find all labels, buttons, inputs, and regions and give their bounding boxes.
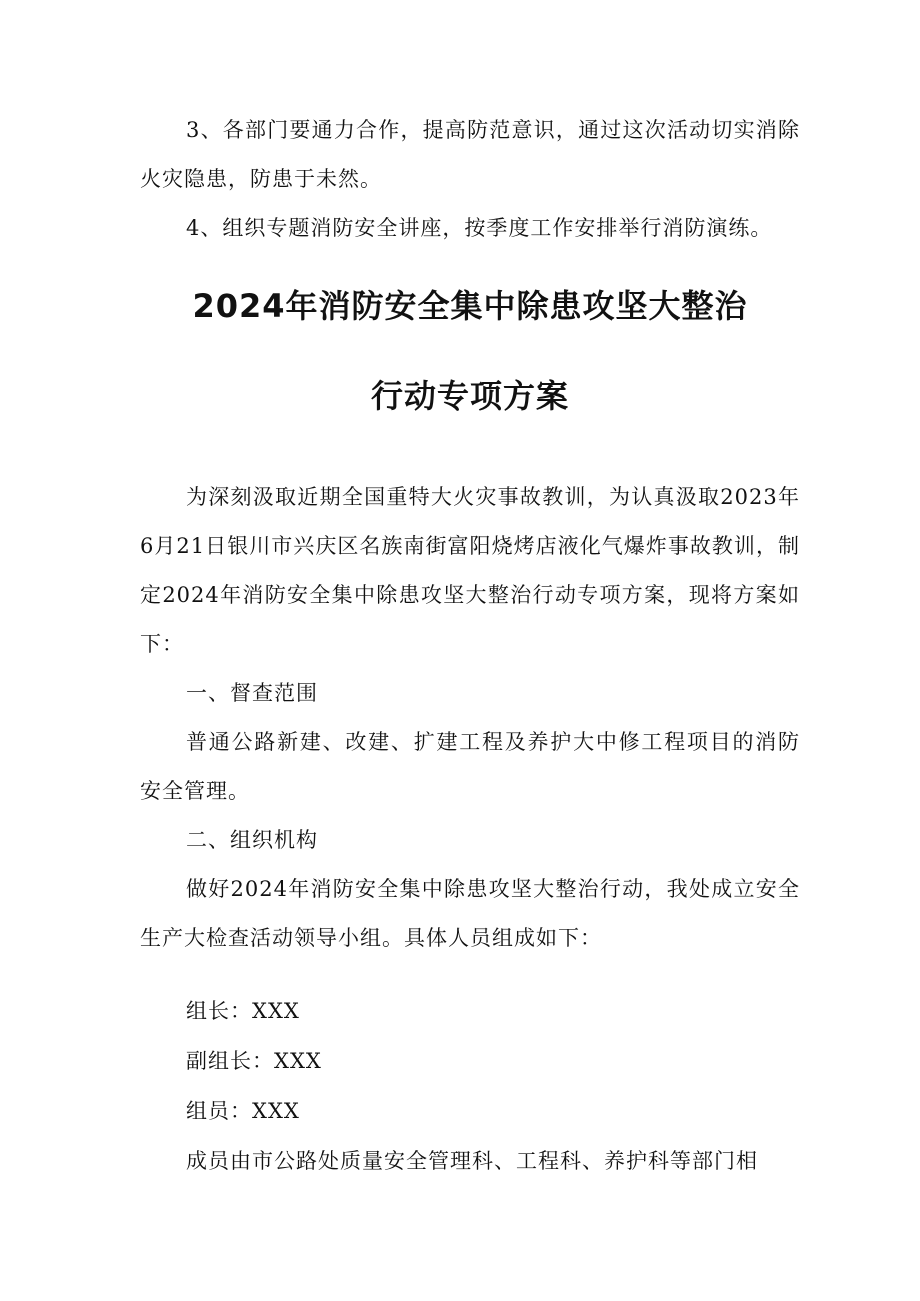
group-leader: 组长：XXX [186, 999, 300, 1023]
section2-heading: 二、组织机构 [186, 828, 318, 852]
deputy-group-leader: 副组长：XXX [186, 1049, 322, 1073]
section1-heading: 一、督查范围 [186, 681, 318, 705]
document-title-line-2: 行动专项方案 [370, 377, 569, 415]
opening-paragraph: 为深刻汲取近期全国重特大火灾事故教训，为认真汲取2023年6月21日银川市兴庆区名族南街富阳烧烤店液化气爆炸事故教训，制定2024年消防安全集中除患攻坚大整治行动专项方案，现将方案如下： [140, 485, 800, 656]
intro-item-4: 4、组织专题消防安全讲座，按季度工作安排举行消防演练。 [186, 216, 773, 240]
section2-body: 做好2024年消防安全集中除患攻坚大整治行动，我处成立安全生产大检查活动领导小组。具体人员组成如下： [140, 877, 800, 950]
closing-fragment: 成员由市公路处质量安全管理科、工程科、养护科等部门相 [186, 1149, 758, 1173]
document-title-line-1: 2024年消防安全集中除患攻坚大整治 [192, 287, 748, 325]
section1-body: 普通公路新建、改建、扩建工程及养护大中修工程项目的消防安全管理。 [140, 730, 800, 803]
intro-item-3: 3、各部门要通力合作，提高防范意识，通过这次活动切实消除火灾隐患，防患于未然。 [140, 118, 800, 191]
group-members: 组员：XXX [186, 1099, 300, 1123]
